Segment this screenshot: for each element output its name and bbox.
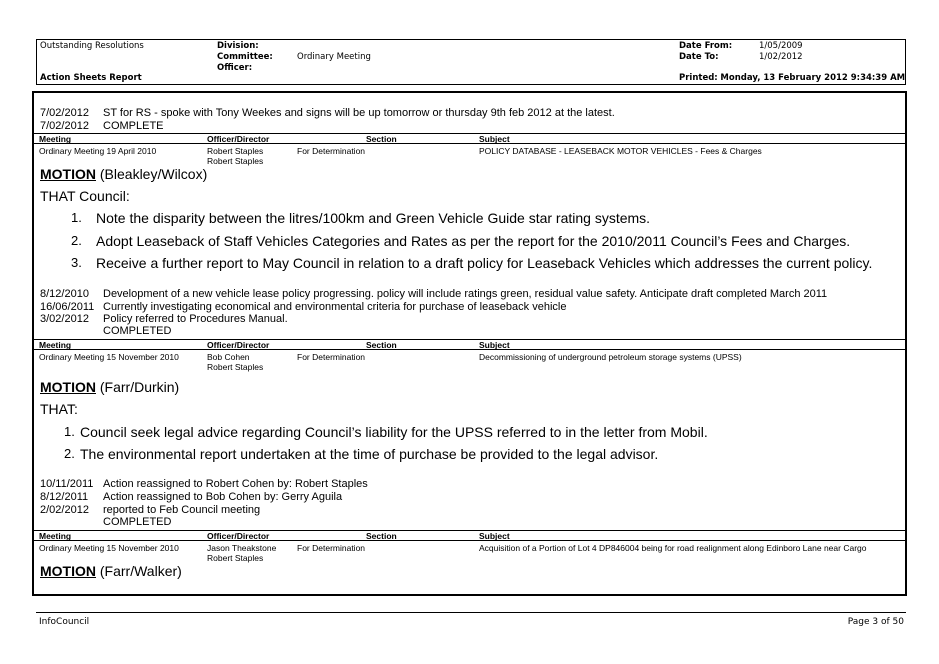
meeting-cell: Ordinary Meeting 15 November 2010 xyxy=(39,352,179,362)
column-subject: Subject xyxy=(479,531,510,541)
motion-movers: (Bleakley/Wilcox) xyxy=(99,166,208,182)
date-from-value: 1/05/2009 xyxy=(759,41,803,51)
point-text: Receive a further report to May Council in relation to a draft policy for Leaseback Vehicles which addresses the current policy. xyxy=(96,255,873,271)
log-text: reported to Feb Council meeting xyxy=(103,504,261,516)
meeting-cell: Ordinary Meeting 19 April 2010 xyxy=(39,146,157,156)
page-number: Page 3 of 50 xyxy=(847,617,904,627)
meeting-cell: Ordinary Meeting 15 November 2010 xyxy=(39,543,179,553)
column-header-row xyxy=(33,339,906,350)
motion-preamble: THAT Council: xyxy=(40,188,130,204)
point-text: Council seek legal advice regarding Council’s liability for the UPSS referred to in the letter from Mobil. xyxy=(80,424,708,440)
log-date: 7/02/2012 xyxy=(40,107,89,119)
log-text: Action reassigned to Robert Cohen by: Robert Staples xyxy=(103,478,368,490)
printed-label: Printed: xyxy=(679,73,718,83)
printed-stamp xyxy=(679,73,905,83)
log-date: 7/02/2012 xyxy=(40,120,89,132)
point-text: Note the disparity between the litres/100km and Green Vehicle Guide star rating systems. xyxy=(96,210,651,226)
column-section: Section xyxy=(366,134,397,144)
date-to-label: Date To: xyxy=(679,52,719,62)
printed-value: Monday, 13 February 2012 9:34:39 AM xyxy=(720,73,906,83)
column-subject: Subject xyxy=(479,134,510,144)
motion-label: MOTION xyxy=(40,379,96,395)
motion-movers: (Farr/Durkin) xyxy=(99,379,180,395)
officer-cell: Bob Cohen xyxy=(207,352,250,362)
column-meeting: Meeting xyxy=(39,134,72,144)
log-date: 10/11/2011 xyxy=(40,478,94,490)
point-number: 2. xyxy=(71,233,82,248)
footer-system-name: InfoCouncil xyxy=(39,617,90,627)
column-header-row xyxy=(33,133,906,144)
director-cell: Robert Staples xyxy=(207,362,264,372)
director-cell: Robert Staples xyxy=(207,156,264,166)
subject-cell: Decommissioning of underground petroleum storage systems (UPSS) xyxy=(479,352,742,362)
motion-label: MOTION xyxy=(40,166,96,182)
motion-movers: (Farr/Walker) xyxy=(99,563,182,579)
committee-value: Ordinary Meeting xyxy=(297,52,371,62)
log-date: 8/12/2010 xyxy=(40,288,89,300)
column-officer: Officer/Director xyxy=(207,134,270,144)
officer-cell: Robert Staples xyxy=(207,146,264,156)
log-text: COMPLETE xyxy=(103,120,164,132)
log-text: COMPLETED xyxy=(103,516,172,528)
log-date: 3/02/2012 xyxy=(40,313,89,325)
column-subject: Subject xyxy=(479,340,510,350)
motion-heading xyxy=(40,563,182,579)
section-cell: For Determination xyxy=(297,146,366,156)
log-text: Policy referred to Procedures Manual. xyxy=(103,313,288,325)
log-text: Currently investigating economical and environmental criteria for purchase of leaseback vehicle xyxy=(103,301,567,313)
point-text: Adopt Leaseback of Staff Vehicles Categories and Rates as per the report for the 2010/2011 Council’s Fees and Charges. xyxy=(96,233,851,249)
officer-label: Officer: xyxy=(217,63,253,73)
section-cell: For Determination xyxy=(297,352,366,362)
log-text: ST for RS - spoke with Tony Weekes and signs will be up tomorrow or thursday 9th feb 2012 at the latest. xyxy=(103,107,615,119)
motion-label: MOTION xyxy=(40,563,96,579)
motion-heading xyxy=(40,379,179,395)
division-label: Division: xyxy=(217,41,259,51)
point-number: 3. xyxy=(71,255,82,270)
subject-cell: Acquisition of a Portion of Lot 4 DP846004 being for road realignment along Edinboro Lane near Cargo xyxy=(479,543,867,553)
log-date: 8/12/2011 xyxy=(40,491,89,503)
report-name: Outstanding Resolutions xyxy=(40,41,144,51)
column-meeting: Meeting xyxy=(39,340,72,350)
report-type: Action Sheets Report xyxy=(40,73,142,83)
committee-label: Committee: xyxy=(217,52,273,62)
date-from-label: Date From: xyxy=(679,41,733,51)
point-number: 1. xyxy=(71,210,82,225)
section-cell: For Determination xyxy=(297,543,366,553)
officer-cell: Jason Theakstone xyxy=(207,543,277,553)
column-officer: Officer/Director xyxy=(207,340,270,350)
column-meeting: Meeting xyxy=(39,531,72,541)
point-text: The environmental report undertaken at the time of purchase be provided to the legal advisor. xyxy=(80,446,659,462)
subject-cell: POLICY DATABASE - LEASEBACK MOTOR VEHICLES - Fees & Charges xyxy=(479,146,762,156)
log-text: Development of a new vehicle lease policy progressing. policy will include ratings green, residual value safety. Anticipate draft completed March 2011 xyxy=(103,288,828,300)
motion-preamble: THAT: xyxy=(40,401,78,417)
point-number: 2. xyxy=(64,446,75,461)
column-header-row xyxy=(33,530,906,541)
motion-heading xyxy=(40,166,207,182)
column-officer: Officer/Director xyxy=(207,531,270,541)
director-cell: Robert Staples xyxy=(207,553,264,563)
column-section: Section xyxy=(366,531,397,541)
log-text: COMPLETED xyxy=(103,325,172,337)
point-number: 1. xyxy=(64,424,75,439)
log-date: 16/06/2011 xyxy=(40,301,95,313)
log-text: Action reassigned to Bob Cohen by: Gerry Aguila xyxy=(103,491,343,503)
footer-divider xyxy=(36,612,906,613)
log-date: 2/02/2012 xyxy=(40,504,89,516)
date-to-value: 1/02/2012 xyxy=(759,52,803,62)
column-section: Section xyxy=(366,340,397,350)
